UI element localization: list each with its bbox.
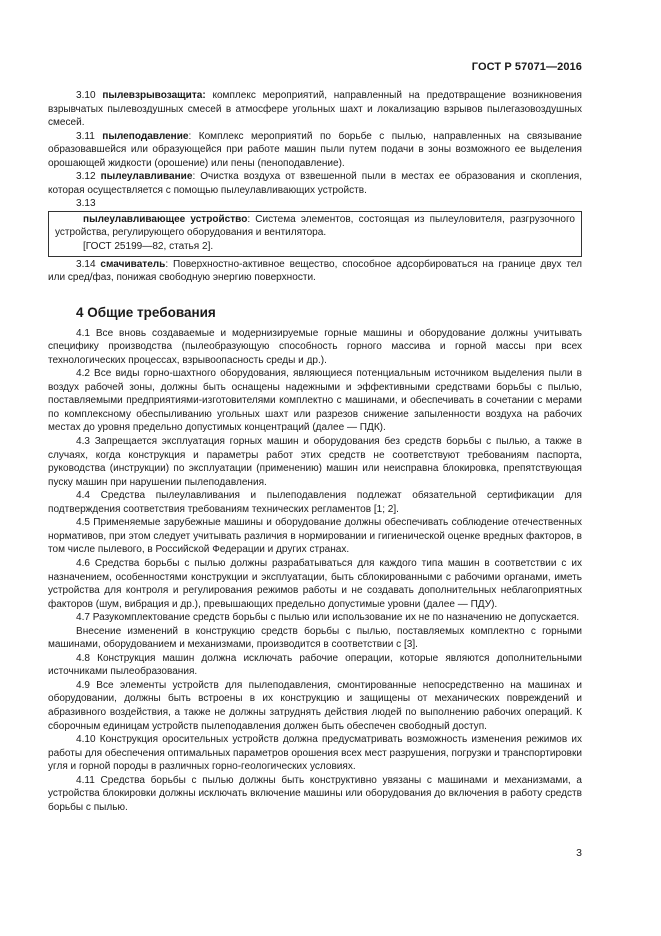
definition-text: : Система элементов, состоящая из пылеуловителя, разгрузочного устройства, регулирующего оборудования и вентилятора. — [55, 213, 575, 239]
definition-3-14 — [48, 258, 582, 285]
definition-source: [ГОСТ 25199—82, статья 2]. — [83, 241, 214, 253]
definition-term: пылеулавливающее устройство — [83, 213, 248, 225]
paragraph-4-4: 4.4 Средства пылеулавливания и пылеподавления подлежат обязательной сертификации для подтверждения соответствия требованиям технических регламентов [1; 2]. — [48, 490, 582, 515]
definition-text: : Очистка воздуха от взвешенной пыли в местах ее образования и скопления, которая осуществляется с помощью пылеулавливающих устройств. — [48, 171, 582, 196]
document-code: ГОСТ Р 57071—2016 — [471, 61, 582, 73]
paragraph-4-6: 4.6 Средства борьбы с пылью должны разрабатываться для каждого типа машин в соответствии с их назначением, особенностями конструкции и эксплуатации, быть сблокированными с рабочими органами, иметь устройства для контроля и регулирования режимов работы и не создавать дополнительных неблагоприятных факторов (шум, вибрация и др.), превышающих предельно допустимые уровни (далее — ПДУ). — [48, 557, 582, 610]
definition-text: комплекс мероприятий, направленный на предотвращение возникновения взрывчатых пылевоздушных смесей в атмосфере угольных шахт и локализацию взрывов пылегазовоздушных смесей. — [48, 90, 582, 129]
section-title: 4 Общие требования — [76, 304, 216, 320]
paragraph-4-5: 4.5 Применяемые зарубежные машины и оборудование должны обеспечивать соблюдение отечественных нормативов, при этом следует учитывать различия в нормировании и гигиенической оценке вредных факторов, в том числе пылевого, в Российской Федерации и других странах. — [48, 517, 582, 556]
paragraph-4-9: 4.9 Все элементы устройств для пылеподавления, смонтированные непосредственно на машинах и оборудовании, должны быть встроены в их конструкцию и защищены от механических повреждений и абразивного воздействия, а также не должны затруднять действия людей по выполнению рабочих операций. К сборочным единицам устройств пылеподавления должен быть обеспечен свободный доступ. — [48, 679, 582, 732]
paragraph-4-8: 4.8 Конструкция машин должна исключать рабочие операции, которые являются дополнительными источниками пылеобразования. — [48, 652, 582, 678]
paragraph-4-3: 4.3 Запрещается эксплуатация горных машин и оборудования без средств борьбы с пылью, а также в случаях, когда конструкция и параметры работ этих средств не соответствуют требованиям паспорта, руководства (инструкции) по эксплуатации (применению) машин или неисправна блокировка, препятствующая пуску машин при нарушении пылеподавления. — [48, 436, 582, 488]
paragraph-4-2: 4.2 Все виды горно-шахтного оборудования, являющиеся потенциальным источником выделения пыли в воздух рабочей зоны, должны быть оснащены надежными и эффективными средствами борьбы с пылью, поставляемыми предприятиями-изготовителями комплектно с машинами, и обеспечивать в сочетании с мерами по комплексному обеспыливанию угольных шахт или разрезов снижение запыленности воздуха на рабочих местах до уровня предельно допустимых концентраций (далее — ПДК). — [48, 368, 582, 434]
paragraph-4-10: 4.10 Конструкция оросительных устройств должна предусматривать возможность изменения режимов их работы для обеспечения оптимальных параметров орошения всех мест разрушения, погрузки и транспортировки угля и горной породы в различных горно-геологических условиях. — [48, 734, 582, 773]
page-number: 3 — [576, 847, 582, 859]
paragraph-4-11: 4.11 Средства борьбы с пылью должны быть конструктивно увязаны с машинами и механизмами, а устройства блокировки должны исключать включение машины или оборудования до включения в работу средств борьбы с пылью. — [48, 774, 582, 813]
definition-3-13 — [55, 213, 575, 240]
definition-3-13-number: 3.13 — [76, 198, 96, 210]
boxed-definition — [48, 211, 582, 257]
definition-3-12 — [48, 170, 582, 197]
definition-term: смачиватель — [100, 258, 166, 270]
definition-text: : Комплекс мероприятий по борьбе с пылью, направленных на связывание образовавшейся или образующейся при работе машин пыли путем подачи в зоны возможного ее выделения орошающей жидкости (орошение) или пены (пеноподавление). — [48, 130, 583, 169]
paragraph-4-1: 4.1 Все вновь создаваемые и модернизируемые горные машины и оборудование должны учитывать специфику производства (пылеобразующую способность горного массива и горной массы при всех технологических процессах, взрывоопасность среды и др.). — [48, 327, 582, 366]
definition-number: 3.11 — [76, 130, 95, 142]
definition-term: пылевзрывозащита: — [102, 90, 206, 101]
definition-number: 3.12 — [76, 171, 96, 183]
definition-term: пылеподавление — [102, 130, 189, 142]
definition-number: 3.14 — [76, 258, 96, 270]
definition-term: пылеулавливание — [100, 171, 193, 183]
definition-3-11 — [48, 130, 582, 171]
definition-3-10 — [48, 89, 582, 130]
definition-number: 3.10 — [76, 90, 96, 101]
paragraph-4-7-note: Внесение изменений в конструкцию средств борьбы с пылью, поставляемых комплектно с горными машинами, оборудованием и механизмами, производится в соответствии с [3]. — [48, 625, 582, 651]
page-content — [48, 89, 582, 814]
definition-text: : Поверхностно-активное вещество, способное адсорбироваться на границе двух тел или сред/фаз, понижая свободную энергию поверхности. — [48, 258, 582, 284]
paragraph-4-7: 4.7 Разукомплектование средств борьбы с пылью или использование их не по назначению не допускается. — [76, 612, 580, 624]
